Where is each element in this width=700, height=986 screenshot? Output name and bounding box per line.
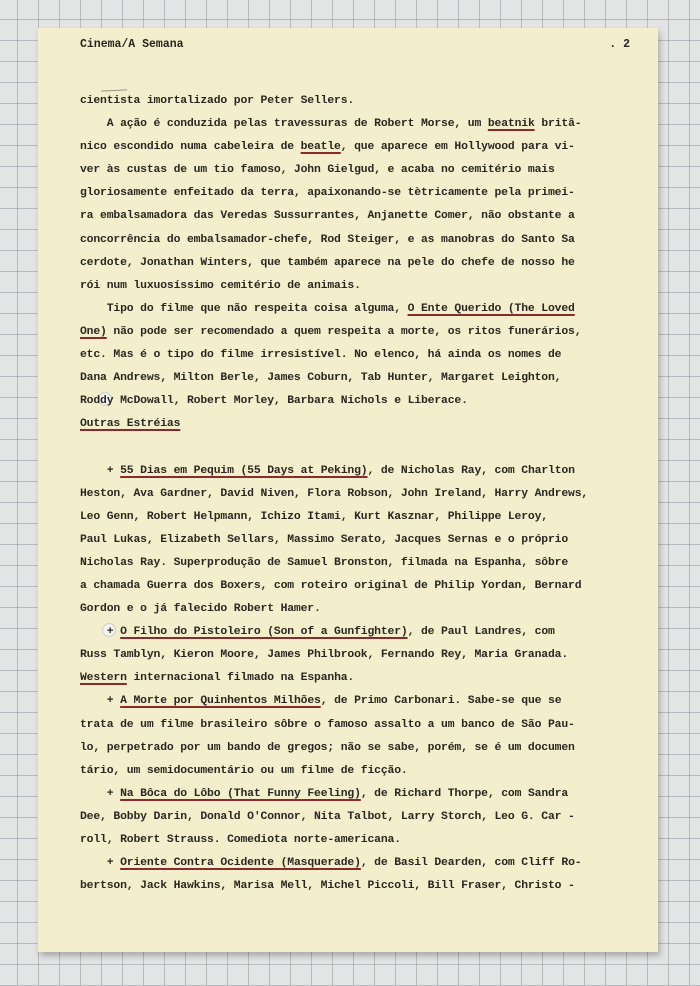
text-segment: britâ- xyxy=(534,118,582,131)
underlined-title: A Morte por Quinhentos Milhões xyxy=(120,695,321,708)
text-line xyxy=(80,690,636,713)
underlined-title: O Ente Querido (The Loved xyxy=(407,302,575,315)
text-segment: Roddy McDowall, Robert Morley, Barbara Nichols e Liberace. xyxy=(80,395,468,408)
text-segment: Dana Andrews, Milton Berle, James Coburn, Tab Hunter, Margaret Leighton, xyxy=(80,372,562,385)
text-segment: Paul Lukas, Elizabeth Sellars, Massimo Serato, Jacques Sernas e o próprio xyxy=(80,533,569,546)
text-line xyxy=(80,390,636,413)
text-segment: tário, um semidocumentário ou um filme de ficção. xyxy=(80,764,408,777)
text-segment: cerdote, Jonathan Winters, que também aparece na pele do chefe de nosso he xyxy=(80,256,575,269)
text-segment: a chamada Guerra dos Boxers, com roteiro original de Philip Yordan, Bernard xyxy=(80,579,582,592)
underlined-title: One) xyxy=(80,325,107,338)
text-line xyxy=(80,90,636,113)
text-line xyxy=(80,714,636,737)
underlined-title: beatnik xyxy=(487,118,535,131)
header-section-title: Cinema/A Semana xyxy=(80,38,184,51)
text-line xyxy=(80,644,636,667)
text-segment: + xyxy=(80,695,121,708)
text-line xyxy=(80,159,636,182)
page-number: . 2 xyxy=(609,38,630,51)
text-line xyxy=(80,552,636,575)
text-segment: Gordon e o já falecido Robert Hamer. xyxy=(80,603,321,616)
text-segment: concorrência do embalsamador-chefe, Rod Steiger, e as manobras do Santo Sa xyxy=(80,233,575,246)
text-line xyxy=(80,598,636,621)
text-line xyxy=(80,760,636,783)
text-segment: , de Basil Dearden, com Cliff Ro- xyxy=(360,857,582,870)
text-segment: bertson, Jack Hawkins, Marisa Mell, Michel Piccoli, Bill Fraser, Christo - xyxy=(80,880,575,893)
text-line xyxy=(80,344,636,367)
text-segment: A ação é conduzida pelas travessuras de Robert Morse, um xyxy=(80,118,488,131)
text-line xyxy=(80,275,636,298)
text-line xyxy=(80,575,636,598)
text-segment: , de Paul Landres, com xyxy=(407,626,555,639)
text-line xyxy=(80,182,636,205)
text-segment: + xyxy=(80,857,121,870)
text-line xyxy=(80,529,636,552)
text-line xyxy=(80,136,636,159)
text-line xyxy=(80,621,636,644)
text-segment: , de Primo Carbonari. Sabe-se que se xyxy=(320,695,562,708)
text-segment: , que aparece em Hollywood para vi- xyxy=(340,141,575,154)
text-segment: Russ Tamblyn, Kieron Moore, James Philbrook, Fernando Rey, Maria Granada. xyxy=(80,649,569,662)
text-line xyxy=(80,852,636,875)
underlined-title: Western xyxy=(80,672,127,685)
underlined-title: beatle xyxy=(300,141,341,154)
underlined-title: Na Bôca do Lôbo (That Funny Feeling) xyxy=(120,787,361,800)
text-segment: roll, Robert Strauss. Comediota norte-americana. xyxy=(80,834,401,846)
text-segment: rói num luxuosíssimo cemitério de animais. xyxy=(80,279,361,292)
text-segment: cientista imortalizado por Peter Sellers. xyxy=(80,95,355,107)
underlined-title: O Filho do Pistoleiro (Son of a Gunfighter) xyxy=(120,626,408,639)
text-segment: lo, perpetrado por um bando de gregos; não se sabe, porém, se é um documen xyxy=(80,741,575,754)
text-line xyxy=(80,298,636,321)
text-line xyxy=(80,460,636,483)
text-line xyxy=(80,436,636,459)
text-segment: não pode ser recomendado a quem respeita a morte, os ritos funerários, xyxy=(106,325,582,338)
text-segment: ra embalsamadora das Veredas Sussurrantes, Anjanette Comer, não obstante a xyxy=(80,210,575,223)
text-segment: trata de um filme brasileiro sôbre o famoso assalto a um banco de São Pau- xyxy=(80,718,575,731)
text-segment: Heston, Ava Gardner, David Niven, Flora Robson, John Ireland, Harry Andrews, xyxy=(80,487,589,500)
text-segment: , de Richard Thorpe, com Sandra xyxy=(360,787,569,800)
text-line xyxy=(80,806,636,829)
text-line xyxy=(80,321,636,344)
text-line xyxy=(80,783,636,806)
text-line xyxy=(80,829,636,852)
text-line xyxy=(80,483,636,506)
text-segment: + xyxy=(80,464,121,477)
text-segment: nico escondido numa cabeleira de xyxy=(80,141,301,154)
text-segment: Tipo do filme que não respeita coisa alguma, xyxy=(80,302,408,315)
text-segment: + xyxy=(80,787,121,800)
underlined-title: 55 Dias em Pequim (55 Days at Peking) xyxy=(120,464,368,477)
text-line xyxy=(80,205,636,228)
underlined-title: Oriente Contra Ocidente (Masquerade) xyxy=(120,857,361,870)
text-line xyxy=(80,667,636,690)
text-segment: gloriosamente enfeitado da terra, apaixonando-se tètricamente pela primei- xyxy=(80,187,575,200)
text-line xyxy=(80,229,636,252)
text-line xyxy=(80,413,636,436)
text-segment: internacional filmado na Espanha. xyxy=(126,672,355,685)
text-line xyxy=(80,252,636,275)
text-line xyxy=(80,506,636,529)
text-line xyxy=(80,737,636,760)
text-segment: + xyxy=(80,626,121,639)
text-segment: , de Nicholas Ray, com Charlton xyxy=(367,464,575,477)
text-segment: Dee, Bobby Darin, Donald O'Connor, Nita Talbot, Larry Storch, Leo G. Car - xyxy=(80,810,575,823)
text-line xyxy=(80,367,636,390)
text-segment: ver às custas de um tio famoso, John Gielgud, e acaba no cemitério mais xyxy=(80,164,555,177)
document-body xyxy=(80,90,636,898)
text-line xyxy=(80,113,636,136)
underlined-title: Outras Estréias xyxy=(80,418,181,431)
text-segment: etc. Mas é o tipo do filme irresistível. No elenco, há ainda os nomes de xyxy=(80,349,562,362)
text-segment: Nicholas Ray. Superprodução de Samuel Bronston, filmada na Espanha, sôbre xyxy=(80,556,569,569)
text-line xyxy=(80,875,636,898)
text-segment: Leo Genn, Robert Helpmann, Ichizo Itami, Kurt Kasznar, Philippe Leroy, xyxy=(80,510,548,523)
